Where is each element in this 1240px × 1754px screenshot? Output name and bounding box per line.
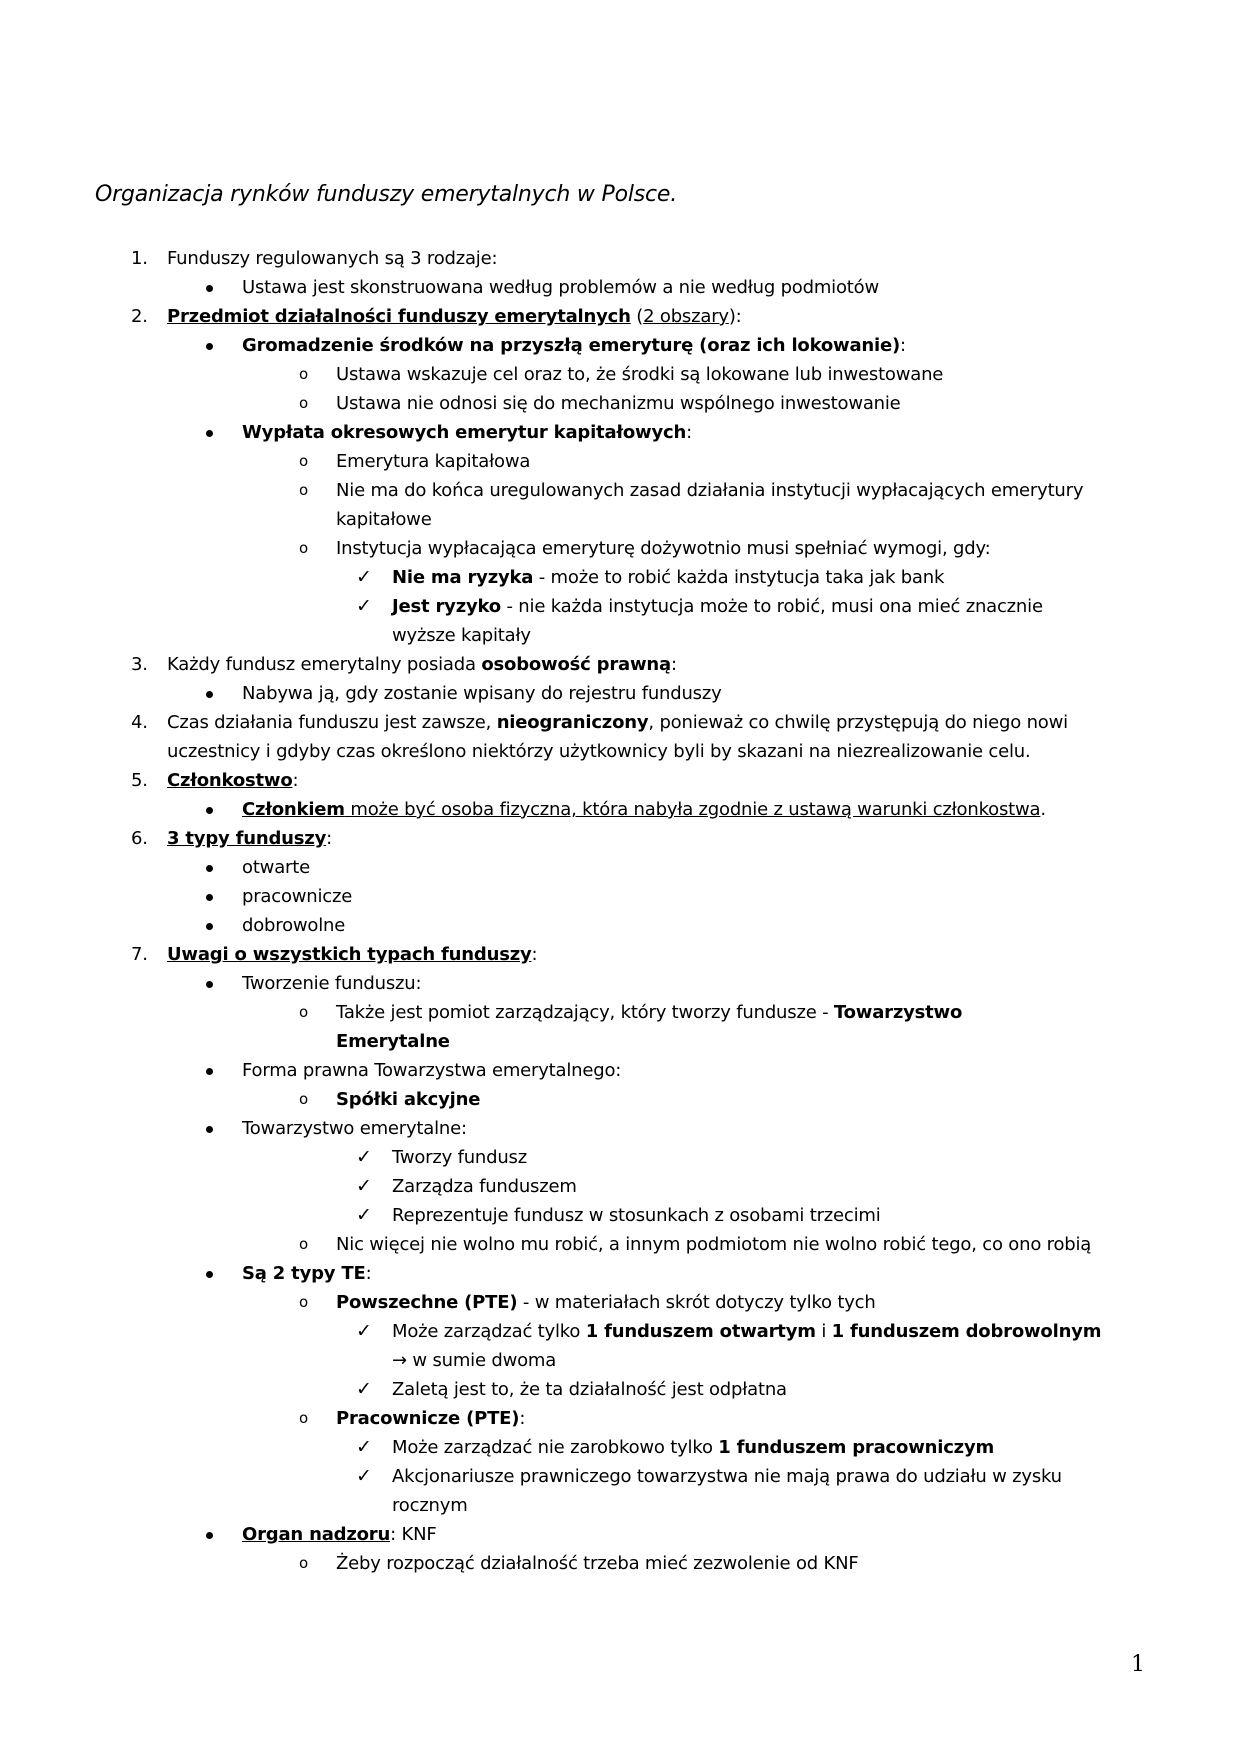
check-icon: ✓	[356, 1436, 372, 1458]
text-run: :	[671, 654, 677, 675]
text-run: Wypłata okresowych emerytur kapitałowych	[242, 422, 687, 443]
text-run: dobrowolne	[242, 915, 346, 936]
list-item	[0, 1317, 1240, 1346]
text-run: Powszechne (PTE)	[336, 1292, 518, 1313]
list-item	[0, 795, 1240, 824]
text-run: Pracownicze (PTE)	[336, 1408, 520, 1429]
list-item	[0, 1143, 1240, 1172]
text-run: Żeby rozpocząć działalność trzeba mieć zezwolenie od KNF	[336, 1553, 859, 1574]
list-item	[0, 998, 1240, 1027]
text-run: Może zarządzać nie zarobkowo tylko	[392, 1437, 719, 1458]
text-run: kapitałowe	[336, 509, 432, 530]
list-item	[0, 1491, 1240, 1520]
list-item-text	[242, 795, 1046, 824]
list-item	[0, 1288, 1240, 1317]
text-run: :	[900, 335, 906, 356]
list-item	[0, 882, 1240, 911]
bullet-icon	[206, 430, 213, 437]
text-run: może być osoba fizyczna, która nabyła zgodnie z ustawą warunki członkostwa	[344, 799, 1041, 820]
text-run: :	[326, 828, 332, 849]
text-run: :	[292, 770, 299, 791]
text-run: rocznym	[392, 1495, 468, 1516]
bullet-icon	[206, 923, 213, 930]
text-run: Reprezentuje fundusz w stosunkach z osobami trzecimi	[392, 1205, 881, 1226]
list-item-text	[392, 1433, 994, 1462]
list-item-text	[336, 360, 943, 389]
circle-bullet-icon: o	[299, 1235, 308, 1253]
list-item	[0, 476, 1240, 505]
text-run: (	[630, 306, 644, 327]
list-item-text	[167, 737, 1031, 766]
list-item	[0, 1346, 1240, 1375]
text-run: Ustawa jest skonstruowana według problemów a nie według podmiotów	[242, 277, 879, 298]
text-run: Może zarządzać tylko	[392, 1321, 586, 1342]
text-run: 2 obszary	[643, 306, 729, 327]
text-run: 3 typy funduszy	[167, 828, 327, 849]
text-run: :	[519, 1408, 526, 1429]
text-run: :	[531, 944, 538, 965]
list-item-text	[242, 882, 352, 911]
list-item-text	[336, 1027, 450, 1056]
list-item-text	[392, 592, 1043, 621]
bullet-icon	[206, 343, 213, 350]
list-item-text	[392, 563, 944, 592]
list-item	[0, 1259, 1240, 1288]
text-run: Nabywa ją, gdy zostanie wpisany do rejestru funduszy	[242, 683, 722, 704]
list-number: 3.	[131, 654, 148, 675]
list-item	[0, 824, 1240, 853]
bullet-icon	[206, 691, 213, 698]
list-item-text	[242, 1259, 371, 1288]
text-run: Nie ma ryzyka	[392, 567, 534, 588]
list-item-text	[336, 476, 1083, 505]
list-number: 7.	[131, 944, 148, 965]
list-item	[0, 940, 1240, 969]
text-run: otwarte	[242, 857, 310, 878]
text-run: Towarzystwo emerytalne:	[242, 1118, 467, 1139]
bullet-icon	[206, 1068, 213, 1075]
text-run: Jest ryzyko	[392, 596, 501, 617]
text-run: Spółki akcyjne	[336, 1089, 481, 1110]
check-icon: ✓	[356, 1320, 372, 1342]
list-item	[0, 534, 1240, 563]
list-item-text	[242, 331, 906, 360]
check-icon: ✓	[356, 1146, 372, 1168]
list-item	[0, 1549, 1240, 1578]
list-number: 2.	[131, 306, 148, 327]
text-run: osobowość prawną	[481, 654, 671, 675]
text-run: Czas działania funduszu jest zawsze,	[167, 712, 497, 733]
list-item	[0, 911, 1240, 940]
text-run: Forma prawna Towarzystwa emerytalnego:	[242, 1060, 622, 1081]
list-item-text	[392, 1143, 527, 1172]
text-run: - nie każda instytucja może to robić, musi ona mieć znacznie	[500, 596, 1043, 617]
list-item-text	[392, 1491, 468, 1520]
list-number: 6.	[131, 828, 148, 849]
text-run: i	[815, 1321, 832, 1342]
document-title: Organizacja rynków funduszy emerytalnych w Polsce.	[95, 182, 678, 207]
circle-bullet-icon: o	[299, 1090, 308, 1108]
circle-bullet-icon: o	[299, 539, 308, 557]
list-item	[0, 1114, 1240, 1143]
bullet-icon	[206, 981, 213, 988]
list-item	[0, 418, 1240, 447]
list-item-text	[336, 1288, 876, 1317]
list-item	[0, 1056, 1240, 1085]
list-number: 1.	[131, 248, 148, 269]
list-item	[0, 1375, 1240, 1404]
list-item-text	[242, 1520, 437, 1549]
list-item	[0, 505, 1240, 534]
check-icon: ✓	[356, 1465, 372, 1487]
circle-bullet-icon: o	[299, 1409, 308, 1427]
circle-bullet-icon: o	[299, 365, 308, 383]
list-item-text	[392, 1317, 1101, 1346]
text-run: uczestnicy i gdyby czas określono niektórzy użytkownicy byli by skazani na niezrealizowanie celu.	[167, 741, 1031, 762]
list-number: 5.	[131, 770, 148, 791]
list-item	[0, 679, 1240, 708]
text-run: Emerytura kapitałowa	[336, 451, 531, 472]
page-number: 1	[1131, 1652, 1145, 1677]
list-item-text	[167, 302, 742, 331]
text-run: 1 funduszem pracowniczym	[718, 1437, 995, 1458]
list-item-text	[392, 1375, 787, 1404]
circle-bullet-icon: o	[299, 481, 308, 499]
text-run: .	[1040, 799, 1046, 820]
text-run: → w sumie dwoma	[392, 1350, 557, 1371]
list-item	[0, 447, 1240, 476]
list-item	[0, 244, 1240, 273]
list-item-text	[167, 940, 537, 969]
text-run: Gromadzenie środków na przyszłą emeryturę (oraz ich lokowanie)	[242, 335, 901, 356]
list-item	[0, 650, 1240, 679]
list-item-text	[242, 969, 421, 998]
list-item-text	[336, 1085, 480, 1114]
text-run: : KNF	[390, 1524, 437, 1545]
list-item-text	[167, 766, 298, 795]
list-item-text	[336, 447, 530, 476]
list-item-text	[392, 1172, 577, 1201]
list-item	[0, 389, 1240, 418]
list-item	[0, 1085, 1240, 1114]
list-item	[0, 360, 1240, 389]
text-run: Także jest pomiot zarządzający, który tworzy fundusze -	[336, 1002, 834, 1023]
list-item-text	[336, 1549, 859, 1578]
text-run: :	[686, 422, 692, 443]
list-item-text	[242, 679, 722, 708]
text-run: pracownicze	[242, 886, 353, 907]
list-item	[0, 853, 1240, 882]
text-run: Zarządza funduszem	[392, 1176, 577, 1197]
text-run: Towarzystwo	[833, 1002, 963, 1023]
bullet-icon	[206, 894, 213, 901]
text-run: 1 funduszem otwartym	[585, 1321, 816, 1342]
text-run: Członkostwo	[167, 770, 293, 791]
list-item	[0, 737, 1240, 766]
text-run: Uwagi o wszystkich typach funduszy	[167, 944, 532, 965]
list-item-text	[242, 1056, 621, 1085]
list-item	[0, 1172, 1240, 1201]
list-item	[0, 1027, 1240, 1056]
text-run: Przedmiot działalności funduszy emerytalnych	[167, 306, 631, 327]
list-item	[0, 1520, 1240, 1549]
check-icon: ✓	[356, 595, 372, 617]
list-item	[0, 766, 1240, 795]
list-item	[0, 273, 1240, 302]
list-item-text	[392, 621, 531, 650]
text-run: - w materiałach skrót dotyczy tylko tych	[517, 1292, 876, 1313]
list-item-text	[336, 1230, 1091, 1259]
list-item	[0, 969, 1240, 998]
list-item	[0, 563, 1240, 592]
list-item-text	[392, 1462, 1062, 1491]
list-item-text	[336, 534, 991, 563]
list-item	[0, 1404, 1240, 1433]
circle-bullet-icon: o	[299, 394, 308, 412]
text-run: , ponieważ co chwilę przystępują do niego nowi	[648, 712, 1068, 733]
text-run: Zaletą jest to, że ta działalność jest odpłatna	[392, 1379, 787, 1400]
text-run: Tworzy fundusz	[392, 1147, 527, 1168]
text-run: Nic więcej nie wolno mu robić, a innym podmiotom nie wolno robić tego, co ono robią	[336, 1234, 1092, 1255]
list-number: 4.	[131, 712, 148, 733]
list-item-text	[167, 650, 677, 679]
text-run: Emerytalne	[336, 1031, 450, 1052]
list-item	[0, 1201, 1240, 1230]
text-run: Członkiem	[242, 799, 345, 820]
list-item-text	[242, 911, 345, 940]
list-item-text	[167, 824, 332, 853]
list-item-text	[336, 1404, 525, 1433]
bullet-icon	[206, 807, 213, 814]
bullet-icon	[206, 1532, 213, 1539]
bullet-icon	[206, 1126, 213, 1133]
circle-bullet-icon: o	[299, 452, 308, 470]
text-run: 1 funduszem dobrowolnym	[831, 1321, 1102, 1342]
text-run: Ustawa nie odnosi się do mechanizmu wspólnego inwestowanie	[336, 393, 901, 414]
list-item-text	[336, 998, 962, 1027]
list-item-text	[336, 389, 901, 418]
list-item-text	[167, 244, 497, 273]
list-item	[0, 592, 1240, 621]
list-item-text	[242, 1114, 467, 1143]
list-item	[0, 1230, 1240, 1259]
check-icon: ✓	[356, 566, 372, 588]
list-item	[0, 1462, 1240, 1491]
circle-bullet-icon: o	[299, 1003, 308, 1021]
list-item	[0, 302, 1240, 331]
list-item	[0, 621, 1240, 650]
circle-bullet-icon: o	[299, 1293, 308, 1311]
check-icon: ✓	[356, 1204, 372, 1226]
bullet-icon	[206, 285, 213, 292]
text-run: Są 2 typy TE	[242, 1263, 366, 1284]
list-item	[0, 1433, 1240, 1462]
text-run: wyższe kapitały	[392, 625, 531, 646]
text-run: Akcjonariusze prawniczego towarzystwa nie mają prawa do udziału w zysku	[392, 1466, 1062, 1487]
list-item-text	[242, 273, 879, 302]
list-item-text	[392, 1346, 556, 1375]
text-run: Funduszy regulowanych są 3 rodzaje:	[167, 248, 498, 269]
circle-bullet-icon: o	[299, 1554, 308, 1572]
list-item-text	[242, 853, 310, 882]
list-item-text	[392, 1201, 881, 1230]
list-item	[0, 708, 1240, 737]
text-run: :	[365, 1263, 372, 1284]
outline-list	[0, 244, 1240, 1578]
list-item	[0, 331, 1240, 360]
text-run: - może to robić każda instytucja taka jak bank	[533, 567, 945, 588]
bullet-icon	[206, 865, 213, 872]
text-run: Nie ma do końca uregulowanych zasad działania instytucji wypłacających emerytury	[336, 480, 1084, 501]
text-run: Każdy fundusz emerytalny posiada	[167, 654, 482, 675]
text-run: Organ nadzoru	[242, 1524, 391, 1545]
bullet-icon	[206, 1271, 213, 1278]
list-item-text	[336, 505, 432, 534]
text-run: Instytucja wypłacająca emeryturę dożywotnio musi spełniać wymogi, gdy:	[336, 538, 991, 559]
check-icon: ✓	[356, 1175, 372, 1197]
check-icon: ✓	[356, 1378, 372, 1400]
list-item-text	[167, 708, 1068, 737]
text-run: Ustawa wskazuje cel oraz to, że środki są lokowane lub inwestowane	[336, 364, 944, 385]
text-run: ):	[728, 306, 742, 327]
list-item-text	[242, 418, 692, 447]
text-run: Tworzenie funduszu:	[242, 973, 422, 994]
text-run: nieograniczony	[496, 712, 649, 733]
